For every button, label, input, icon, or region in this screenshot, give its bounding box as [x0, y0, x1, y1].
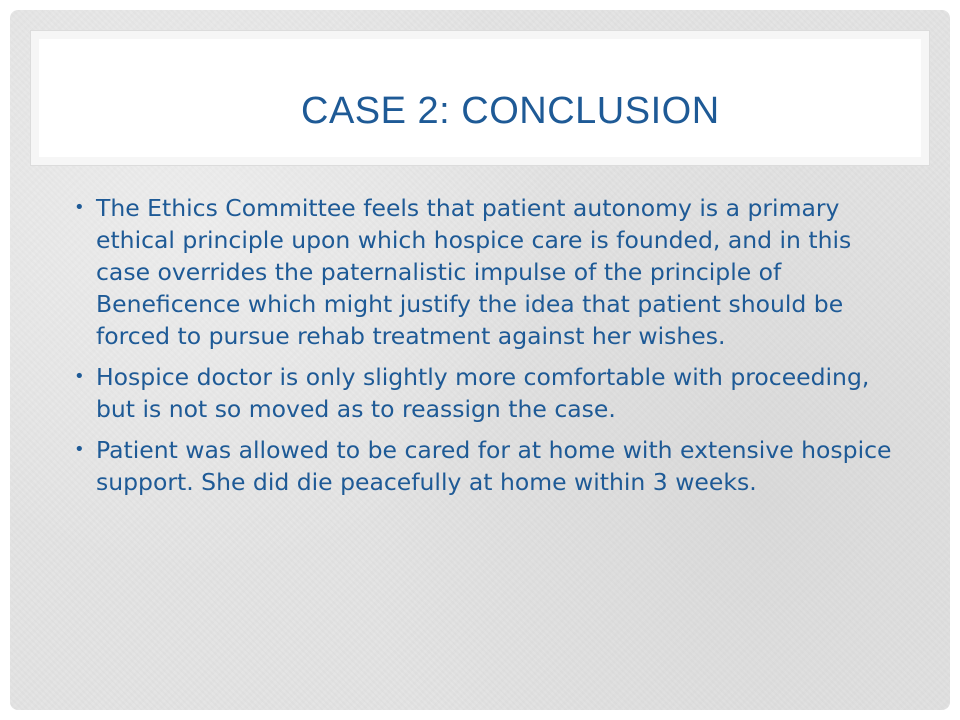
slide-title: CASE 2: CONCLUSION: [301, 90, 720, 132]
title-panel: [39, 39, 921, 157]
bullet-icon: •: [74, 366, 85, 387]
bullet-icon: •: [74, 439, 85, 460]
bullet-list: [74, 192, 894, 507]
bullet-text: Patient was allowed to be cared for at home with extensive hospice support. She did die peacefully at home within 3 weeks.: [96, 436, 892, 496]
slide: [10, 10, 950, 710]
bullet-text: Hospice doctor is only slightly more comfortable with proceeding, but is not so moved as to reassign the case.: [96, 363, 870, 423]
bullet-text: The Ethics Committee feels that patient autonomy is a primary ethical principle upon which hospice care is founded, and in this case overrides the paternalistic impulse of the principle of Beneficence which might justify the idea that patient should be forced to pursue rehab treatment against her wishes.: [96, 194, 852, 350]
bullet-item: [74, 192, 894, 352]
bullet-item: [74, 434, 894, 498]
bullet-icon: •: [74, 197, 85, 218]
title-frame: [30, 30, 930, 166]
bullet-item: [74, 361, 894, 425]
